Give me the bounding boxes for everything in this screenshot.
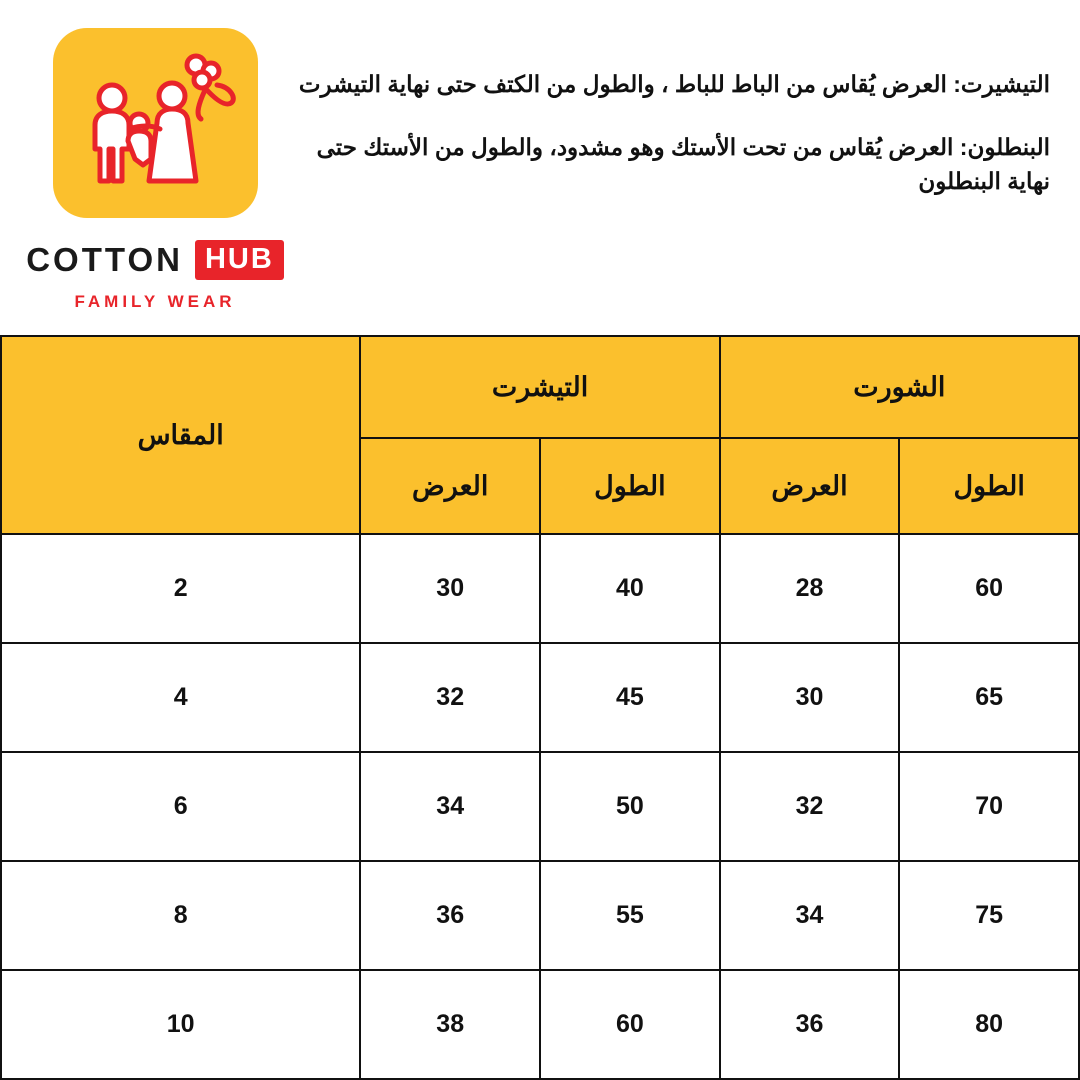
cell-size: 6 (1, 752, 360, 861)
table-row (1, 970, 1079, 1079)
cell-shorts-length: 70 (899, 752, 1079, 861)
measurement-notes (280, 28, 1050, 198)
cell-shorts-length: 60 (899, 534, 1079, 643)
cell-size: 10 (1, 970, 360, 1079)
cell-shorts-width: 28 (720, 534, 900, 643)
cell-tshirt-length: 60 (540, 970, 720, 1079)
brand-block (26, 28, 280, 312)
group-header-tshirt: التيشرت (360, 336, 719, 438)
cell-shorts-length: 75 (899, 861, 1079, 970)
table-row (1, 534, 1079, 643)
cell-shorts-width: 30 (720, 643, 900, 752)
note-pants: البنطلون: العرض يُقاس من تحت الأستك وهو مشدود، والطول من الأستك حتى نهاية البنطلون (316, 134, 1050, 194)
size-table-body (1, 534, 1079, 1079)
cell-tshirt-width: 30 (360, 534, 540, 643)
brand-wordmark (26, 240, 284, 280)
logo-badge (53, 28, 258, 218)
brand-name-first: COTTON (26, 241, 183, 278)
table-row (1, 643, 1079, 752)
header (0, 0, 1080, 335)
cell-size: 8 (1, 861, 360, 970)
note-tshirt: التيشيرت: العرض يُقاس من الباط للباط ، والطول من الكتف حتى نهاية التيشرت (298, 71, 1050, 97)
group-header-size: المقاس (1, 336, 360, 534)
cell-tshirt-width: 36 (360, 861, 540, 970)
cell-tshirt-length: 50 (540, 752, 720, 861)
group-header-shorts: الشورت (720, 336, 1079, 438)
cell-shorts-width: 34 (720, 861, 900, 970)
cell-size: 4 (1, 643, 360, 752)
size-table-head (1, 336, 1079, 534)
size-table-wrap (0, 335, 1080, 1080)
cell-tshirt-length: 40 (540, 534, 720, 643)
cell-tshirt-length: 55 (540, 861, 720, 970)
sub-header-shorts-length: الطول (899, 438, 1079, 534)
sub-header-tshirt-width: العرض (360, 438, 540, 534)
cell-tshirt-width: 34 (360, 752, 540, 861)
table-row (1, 752, 1079, 861)
cell-shorts-length: 65 (899, 643, 1079, 752)
group-header-row (1, 336, 1079, 438)
sub-header-tshirt-length: الطول (540, 438, 720, 534)
cell-tshirt-width: 38 (360, 970, 540, 1079)
cell-tshirt-width: 32 (360, 643, 540, 752)
brand-tagline: FAMILY WEAR (74, 292, 236, 311)
cell-tshirt-length: 45 (540, 643, 720, 752)
cell-shorts-length: 80 (899, 970, 1079, 1079)
cell-shorts-width: 36 (720, 970, 900, 1079)
cell-shorts-width: 32 (720, 752, 900, 861)
table-row (1, 861, 1079, 970)
cell-size: 2 (1, 534, 360, 643)
brand-name-second: HUB (195, 240, 284, 280)
cotton-family-logo-icon (65, 41, 245, 206)
sub-header-shorts-width: العرض (720, 438, 900, 534)
size-table (0, 335, 1080, 1080)
